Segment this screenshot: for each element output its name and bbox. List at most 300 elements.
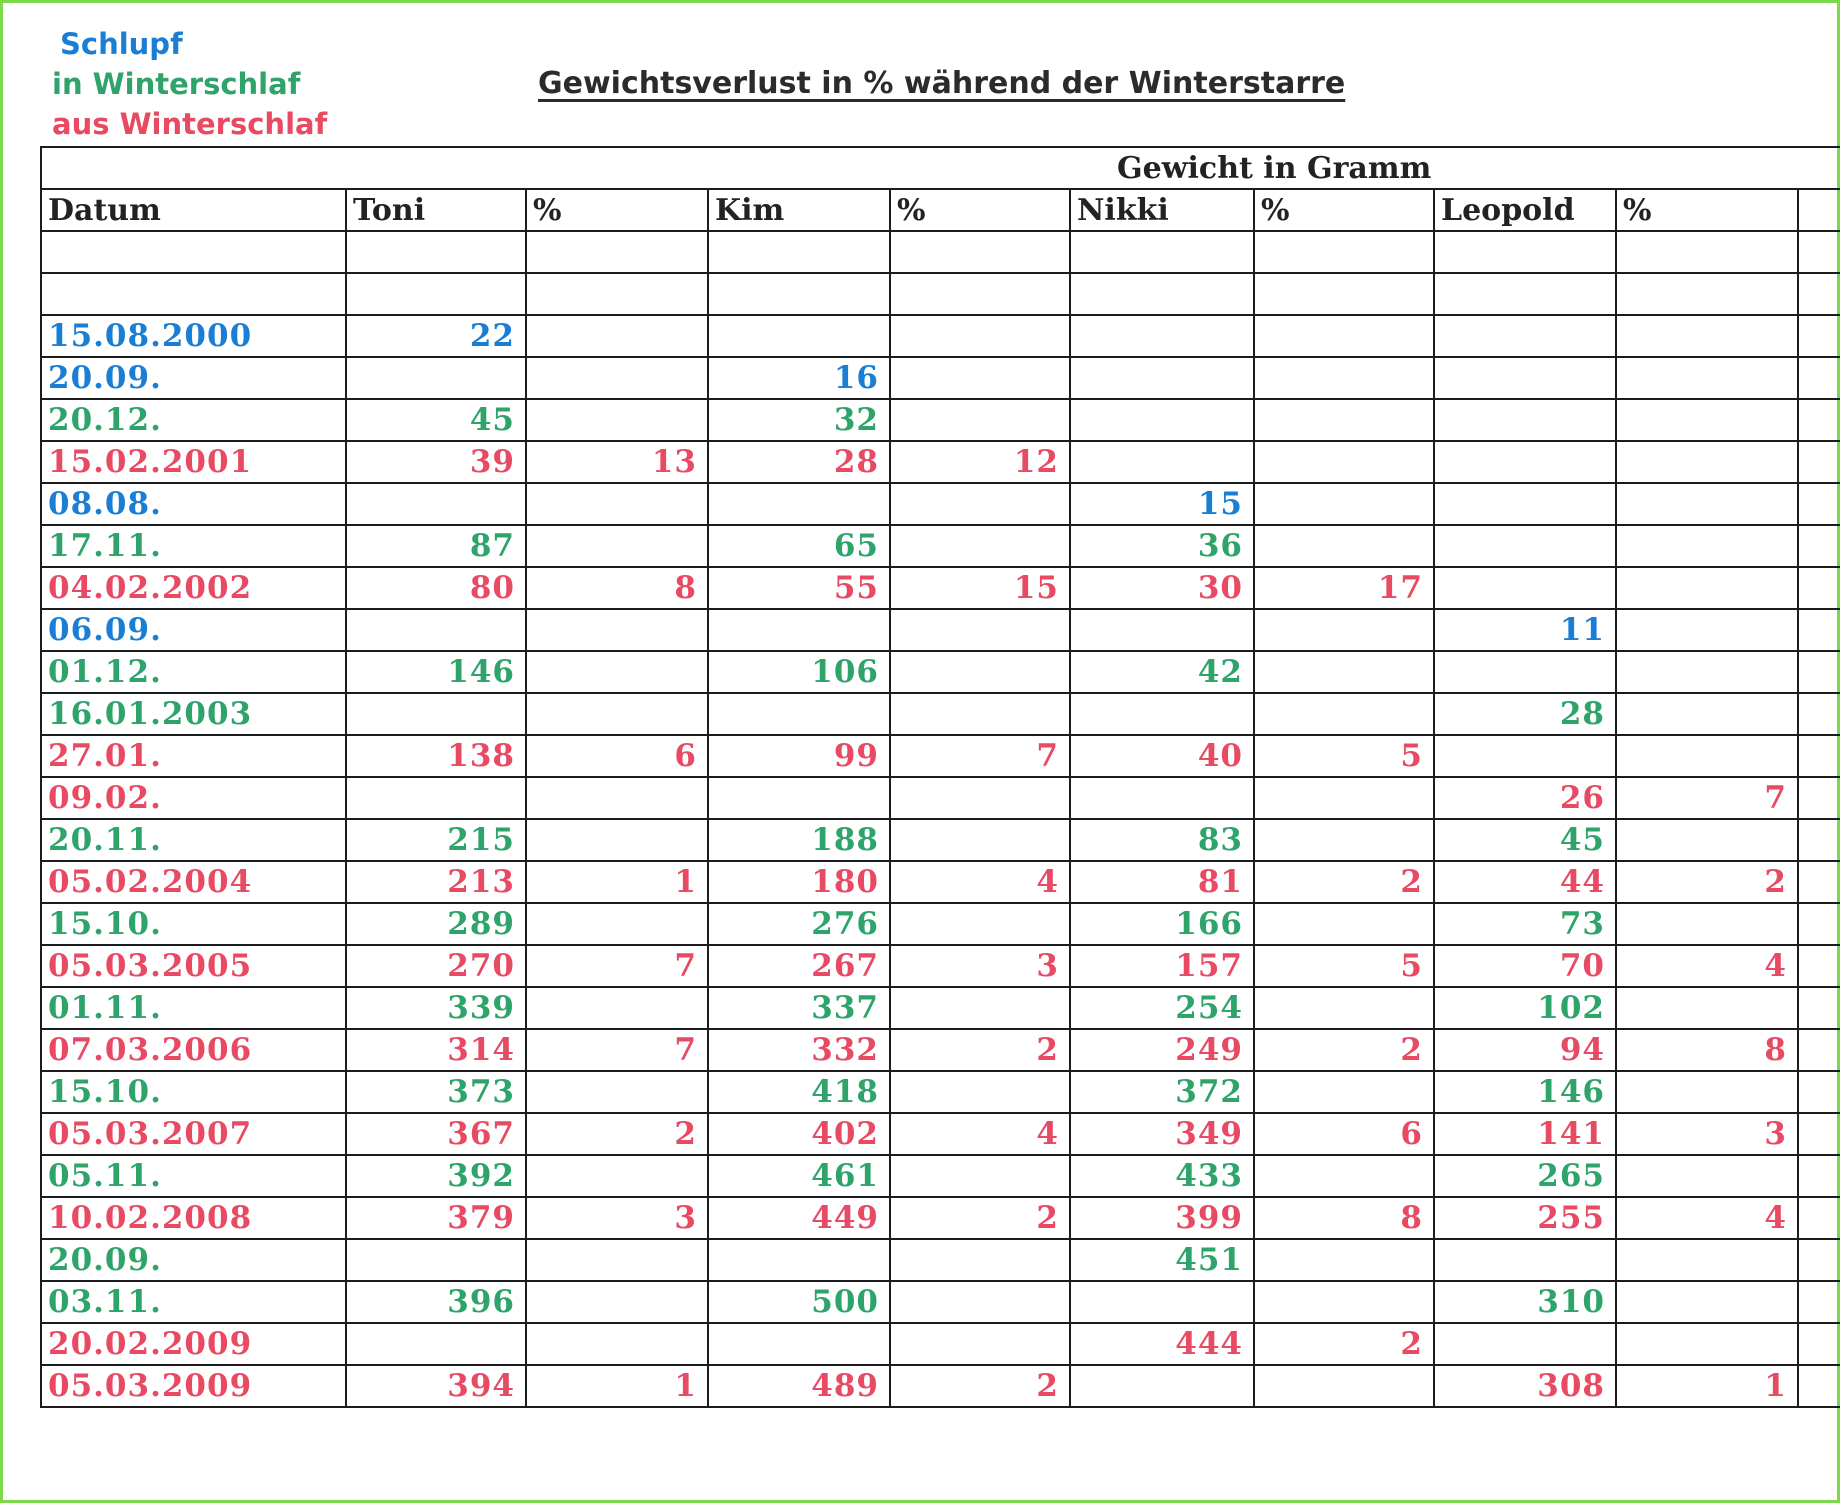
cell-leopold-pct <box>1616 1281 1798 1323</box>
cell-toni-pct <box>526 987 708 1029</box>
cell-date: 20.09. <box>41 357 346 399</box>
cell-kim: 99 <box>708 735 890 777</box>
cell-leopold-pct <box>1616 987 1798 1029</box>
cell-blank <box>1798 483 1840 525</box>
cell-nikki <box>1070 609 1254 651</box>
cell-kim-pct <box>890 525 1070 567</box>
cell-nikki-pct <box>1254 1155 1434 1197</box>
column-header-leopold-pct: % <box>1616 189 1798 231</box>
cell-toni-pct <box>526 1323 708 1365</box>
cell-nikki-pct: 2 <box>1254 1029 1434 1071</box>
cell-leopold-pct <box>1616 441 1798 483</box>
cell-toni: 396 <box>346 1281 526 1323</box>
cell-blank <box>1798 945 1840 987</box>
cell-blank <box>1798 357 1840 399</box>
cell-kim: 332 <box>708 1029 890 1071</box>
cell-nikki: 349 <box>1070 1113 1254 1155</box>
table-row <box>41 945 1840 987</box>
cell-nikki-pct: 2 <box>1254 1323 1434 1365</box>
legend-out-of-hibernation: aus Winterschlaf <box>52 107 328 141</box>
cell-nikki: 433 <box>1070 1155 1254 1197</box>
cell-leopold-pct: 4 <box>1616 945 1798 987</box>
cell-kim: 461 <box>708 1155 890 1197</box>
cell-blank <box>1798 735 1840 777</box>
cell-blank <box>1798 651 1840 693</box>
cell-toni-pct: 1 <box>526 1365 708 1407</box>
cell-leopold-pct <box>1616 315 1798 357</box>
cell-toni <box>346 777 526 819</box>
cell-kim: 500 <box>708 1281 890 1323</box>
cell-blank <box>1798 1281 1840 1323</box>
cell-toni: 339 <box>346 987 526 1029</box>
cell-kim-pct: 15 <box>890 567 1070 609</box>
cell-date: 04.02.2002 <box>41 567 346 609</box>
cell-toni: 394 <box>346 1365 526 1407</box>
cell-toni: 45 <box>346 399 526 441</box>
cell-leopold <box>1434 357 1616 399</box>
cell-leopold <box>1434 567 1616 609</box>
cell-nikki: 444 <box>1070 1323 1254 1365</box>
table-row <box>41 609 1840 651</box>
cell-leopold-pct: 4 <box>1616 1197 1798 1239</box>
cell-leopold-pct <box>1616 651 1798 693</box>
cell-leopold-pct <box>1616 1239 1798 1281</box>
cell-kim-pct <box>890 1323 1070 1365</box>
cell-nikki-pct: 6 <box>1254 1113 1434 1155</box>
column-header-date: Datum <box>41 189 346 231</box>
cell-nikki: 399 <box>1070 1197 1254 1239</box>
cell-kim: 489 <box>708 1365 890 1407</box>
cell-toni: 392 <box>346 1155 526 1197</box>
cell-nikki-pct <box>1254 399 1434 441</box>
cell-kim-pct <box>890 777 1070 819</box>
cell-toni: 289 <box>346 903 526 945</box>
cell-date: 16.01.2003 <box>41 693 346 735</box>
cell-leopold <box>1434 735 1616 777</box>
cell-toni: 87 <box>346 525 526 567</box>
cell-nikki-pct: 5 <box>1254 735 1434 777</box>
cell-kim <box>708 1323 890 1365</box>
cell-leopold <box>1434 441 1616 483</box>
cell-kim-pct: 7 <box>890 735 1070 777</box>
cell-toni-pct <box>526 651 708 693</box>
table-row <box>41 1113 1840 1155</box>
table-row <box>41 399 1840 441</box>
cell-nikki <box>1070 441 1254 483</box>
cell-nikki-pct <box>1254 651 1434 693</box>
cell-toni: 213 <box>346 861 526 903</box>
column-header-nikki-pct: % <box>1254 189 1434 231</box>
cell-leopold-pct <box>1616 567 1798 609</box>
cell-toni-pct <box>526 777 708 819</box>
cell-blank <box>1798 903 1840 945</box>
cell-toni-pct <box>526 525 708 567</box>
cell-toni-pct <box>526 1281 708 1323</box>
cell-date: 05.03.2009 <box>41 1365 346 1407</box>
cell-leopold-pct <box>1616 399 1798 441</box>
cell-nikki: 15 <box>1070 483 1254 525</box>
column-header-nikki: Nikki <box>1070 189 1254 231</box>
legend-in-hibernation: in Winterschlaf <box>52 67 301 101</box>
cell-nikki: 372 <box>1070 1071 1254 1113</box>
cell-nikki-pct <box>1254 441 1434 483</box>
cell-toni-pct <box>526 819 708 861</box>
cell-date: 27.01. <box>41 735 346 777</box>
cell-leopold <box>1434 1239 1616 1281</box>
cell-nikki: 254 <box>1070 987 1254 1029</box>
cell-nikki: 166 <box>1070 903 1254 945</box>
cell-nikki <box>1070 777 1254 819</box>
cell-kim: 32 <box>708 399 890 441</box>
cell-blank <box>1798 777 1840 819</box>
cell-blank <box>1798 315 1840 357</box>
cell-leopold: 255 <box>1434 1197 1616 1239</box>
cell-kim-pct <box>890 987 1070 1029</box>
cell-toni-pct: 3 <box>526 1197 708 1239</box>
cell-nikki <box>1070 399 1254 441</box>
cell-kim <box>708 777 890 819</box>
cell-toni: 39 <box>346 441 526 483</box>
cell-nikki: 157 <box>1070 945 1254 987</box>
cell-blank <box>1798 1071 1840 1113</box>
cell-toni: 138 <box>346 735 526 777</box>
cell-leopold-pct: 8 <box>1616 1029 1798 1071</box>
cell-leopold <box>1434 651 1616 693</box>
cell-date: 05.11. <box>41 1155 346 1197</box>
cell-kim-pct <box>890 651 1070 693</box>
column-header-toni-pct: % <box>526 189 708 231</box>
cell-leopold-pct: 1 <box>1616 1365 1798 1407</box>
cell-kim-pct <box>890 483 1070 525</box>
cell-nikki-pct <box>1254 777 1434 819</box>
cell-nikki: 81 <box>1070 861 1254 903</box>
cell-kim-pct <box>890 315 1070 357</box>
cell-kim-pct <box>890 609 1070 651</box>
cell-date: 07.03.2006 <box>41 1029 346 1071</box>
cell-toni-pct <box>526 483 708 525</box>
cell-blank <box>1798 441 1840 483</box>
cell-date: 10.02.2008 <box>41 1197 346 1239</box>
table-row <box>41 1155 1840 1197</box>
cell-date: 05.03.2005 <box>41 945 346 987</box>
legend-hatching: Schlupf <box>60 27 183 61</box>
cell-kim: 402 <box>708 1113 890 1155</box>
cell-date: 15.10. <box>41 903 346 945</box>
cell-toni <box>346 693 526 735</box>
cell-leopold <box>1434 483 1616 525</box>
cell-leopold: 310 <box>1434 1281 1616 1323</box>
cell-toni: 146 <box>346 651 526 693</box>
cell-leopold: 308 <box>1434 1365 1616 1407</box>
cell-toni <box>346 609 526 651</box>
cell-nikki <box>1070 693 1254 735</box>
cell-toni-pct <box>526 399 708 441</box>
cell-leopold-pct <box>1616 1155 1798 1197</box>
cell-toni-pct: 7 <box>526 945 708 987</box>
cell-nikki: 30 <box>1070 567 1254 609</box>
cell-kim: 418 <box>708 1071 890 1113</box>
cell-kim-pct <box>890 357 1070 399</box>
cell-blank <box>1798 861 1840 903</box>
cell-leopold-pct <box>1616 357 1798 399</box>
cell-kim-pct: 3 <box>890 945 1070 987</box>
cell-toni-pct <box>526 1155 708 1197</box>
table-empty-row <box>41 273 1840 315</box>
cell-blank <box>1798 1113 1840 1155</box>
cell-kim-pct <box>890 1071 1070 1113</box>
cell-toni: 215 <box>346 819 526 861</box>
table-row <box>41 1365 1840 1407</box>
cell-nikki: 83 <box>1070 819 1254 861</box>
cell-date: 15.02.2001 <box>41 441 346 483</box>
cell-toni: 367 <box>346 1113 526 1155</box>
cell-kim: 16 <box>708 357 890 399</box>
cell-kim: 65 <box>708 525 890 567</box>
cell-kim: 106 <box>708 651 890 693</box>
cell-leopold: 141 <box>1434 1113 1616 1155</box>
cell-kim: 188 <box>708 819 890 861</box>
weight-table <box>40 146 1840 1408</box>
table-row <box>41 903 1840 945</box>
column-header-leopold: Leopold <box>1434 189 1616 231</box>
cell-leopold: 94 <box>1434 1029 1616 1071</box>
column-header-kim-pct: % <box>890 189 1070 231</box>
cell-leopold: 73 <box>1434 903 1616 945</box>
table-row <box>41 441 1840 483</box>
cell-toni: 22 <box>346 315 526 357</box>
table-empty-row <box>41 231 1840 273</box>
cell-date: 05.03.2007 <box>41 1113 346 1155</box>
table-row <box>41 1281 1840 1323</box>
cell-toni <box>346 1323 526 1365</box>
cell-kim-pct <box>890 693 1070 735</box>
cell-kim-pct <box>890 399 1070 441</box>
cell-toni-pct: 6 <box>526 735 708 777</box>
cell-kim <box>708 693 890 735</box>
cell-date: 15.10. <box>41 1071 346 1113</box>
cell-nikki-pct: 17 <box>1254 567 1434 609</box>
cell-date: 15.08.2000 <box>41 315 346 357</box>
cell-nikki-pct <box>1254 1071 1434 1113</box>
cell-toni <box>346 483 526 525</box>
cell-toni: 314 <box>346 1029 526 1071</box>
cell-toni-pct <box>526 693 708 735</box>
cell-nikki-pct <box>1254 357 1434 399</box>
cell-nikki-pct <box>1254 1365 1434 1407</box>
table-row <box>41 1323 1840 1365</box>
cell-toni-pct <box>526 1071 708 1113</box>
color-legend <box>52 24 327 144</box>
cell-blank <box>1798 1197 1840 1239</box>
cell-toni-pct: 13 <box>526 441 708 483</box>
cell-blank <box>1798 525 1840 567</box>
table-super-header-row <box>41 147 1840 189</box>
cell-blank <box>1798 1239 1840 1281</box>
cell-kim: 337 <box>708 987 890 1029</box>
cell-toni: 379 <box>346 1197 526 1239</box>
cell-kim <box>708 1239 890 1281</box>
cell-blank <box>1798 987 1840 1029</box>
cell-kim: 267 <box>708 945 890 987</box>
cell-nikki-pct <box>1254 609 1434 651</box>
cell-toni <box>346 357 526 399</box>
cell-date: 17.11. <box>41 525 346 567</box>
cell-blank <box>1798 609 1840 651</box>
table-row <box>41 525 1840 567</box>
cell-date: 05.02.2004 <box>41 861 346 903</box>
cell-nikki-pct <box>1254 483 1434 525</box>
cell-blank <box>1798 693 1840 735</box>
cell-kim: 276 <box>708 903 890 945</box>
cell-nikki-pct: 2 <box>1254 861 1434 903</box>
cell-nikki-pct <box>1254 819 1434 861</box>
cell-leopold-pct: 7 <box>1616 777 1798 819</box>
table-header-row <box>41 189 1840 231</box>
cell-kim-pct <box>890 1239 1070 1281</box>
cell-leopold-pct: 3 <box>1616 1113 1798 1155</box>
cell-nikki: 249 <box>1070 1029 1254 1071</box>
cell-kim <box>708 483 890 525</box>
table-row <box>41 861 1840 903</box>
cell-kim-pct <box>890 1155 1070 1197</box>
cell-kim <box>708 315 890 357</box>
cell-toni-pct: 8 <box>526 567 708 609</box>
cell-date: 20.09. <box>41 1239 346 1281</box>
cell-toni-pct <box>526 315 708 357</box>
table-row <box>41 819 1840 861</box>
cell-toni-pct <box>526 1239 708 1281</box>
cell-toni-pct <box>526 903 708 945</box>
table-row <box>41 1029 1840 1071</box>
cell-leopold: 102 <box>1434 987 1616 1029</box>
table-row <box>41 987 1840 1029</box>
cell-kim-pct: 2 <box>890 1365 1070 1407</box>
cell-leopold-pct: 2 <box>1616 861 1798 903</box>
cell-nikki-pct <box>1254 525 1434 567</box>
cell-kim: 28 <box>708 441 890 483</box>
cell-leopold: 44 <box>1434 861 1616 903</box>
cell-date: 08.08. <box>41 483 346 525</box>
cell-date: 20.02.2009 <box>41 1323 346 1365</box>
cell-leopold <box>1434 525 1616 567</box>
cell-nikki <box>1070 315 1254 357</box>
cell-nikki: 42 <box>1070 651 1254 693</box>
cell-date: 06.09. <box>41 609 346 651</box>
cell-nikki-pct <box>1254 1239 1434 1281</box>
cell-toni-pct <box>526 609 708 651</box>
cell-nikki-pct <box>1254 315 1434 357</box>
cell-toni-pct: 1 <box>526 861 708 903</box>
cell-kim: 55 <box>708 567 890 609</box>
cell-leopold-pct <box>1616 525 1798 567</box>
cell-nikki: 36 <box>1070 525 1254 567</box>
cell-nikki-pct <box>1254 1281 1434 1323</box>
cell-leopold-pct <box>1616 609 1798 651</box>
cell-nikki: 40 <box>1070 735 1254 777</box>
cell-kim-pct: 4 <box>890 861 1070 903</box>
cell-leopold <box>1434 315 1616 357</box>
cell-kim <box>708 609 890 651</box>
table-row <box>41 357 1840 399</box>
table-row <box>41 567 1840 609</box>
table-body <box>41 315 1840 1407</box>
cell-leopold: 70 <box>1434 945 1616 987</box>
cell-date: 20.12. <box>41 399 346 441</box>
cell-blank <box>1798 1155 1840 1197</box>
table-row <box>41 1239 1840 1281</box>
cell-toni <box>346 1239 526 1281</box>
cell-date: 01.11. <box>41 987 346 1029</box>
cell-nikki: 451 <box>1070 1239 1254 1281</box>
cell-kim-pct <box>890 903 1070 945</box>
cell-toni: 373 <box>346 1071 526 1113</box>
cell-leopold: 26 <box>1434 777 1616 819</box>
column-header-toni: Toni <box>346 189 526 231</box>
cell-toni-pct <box>526 357 708 399</box>
cell-toni-pct: 7 <box>526 1029 708 1071</box>
cell-leopold: 265 <box>1434 1155 1616 1197</box>
table-row <box>41 693 1840 735</box>
cell-blank <box>1798 1365 1840 1407</box>
table-row <box>41 651 1840 693</box>
cell-date: 09.02. <box>41 777 346 819</box>
table-row <box>41 777 1840 819</box>
cell-kim-pct: 2 <box>890 1197 1070 1239</box>
cell-leopold <box>1434 1323 1616 1365</box>
table-row <box>41 1071 1840 1113</box>
column-header-blank <box>1798 189 1840 231</box>
table-row <box>41 1197 1840 1239</box>
cell-leopold-pct <box>1616 903 1798 945</box>
cell-nikki-pct: 8 <box>1254 1197 1434 1239</box>
cell-nikki <box>1070 357 1254 399</box>
cell-kim-pct: 2 <box>890 1029 1070 1071</box>
cell-kim: 180 <box>708 861 890 903</box>
cell-leopold-pct <box>1616 483 1798 525</box>
cell-nikki <box>1070 1281 1254 1323</box>
cell-nikki-pct <box>1254 987 1434 1029</box>
cell-kim-pct: 4 <box>890 1113 1070 1155</box>
cell-toni: 80 <box>346 567 526 609</box>
cell-blank <box>1798 1029 1840 1071</box>
cell-date: 20.11. <box>41 819 346 861</box>
page-title: Gewichtsverlust in % während der Winterstarre <box>538 66 1346 101</box>
cell-leopold-pct <box>1616 1323 1798 1365</box>
cell-kim-pct: 12 <box>890 441 1070 483</box>
table-row <box>41 315 1840 357</box>
weight-in-grams-header: Gewicht in Gramm <box>41 147 1840 189</box>
cell-blank <box>1798 819 1840 861</box>
cell-blank <box>1798 399 1840 441</box>
cell-nikki-pct <box>1254 693 1434 735</box>
cell-leopold: 28 <box>1434 693 1616 735</box>
cell-nikki <box>1070 1365 1254 1407</box>
cell-kim-pct <box>890 1281 1070 1323</box>
cell-nikki-pct <box>1254 903 1434 945</box>
cell-kim-pct <box>890 819 1070 861</box>
cell-leopold: 11 <box>1434 609 1616 651</box>
cell-leopold-pct <box>1616 1071 1798 1113</box>
cell-kim: 449 <box>708 1197 890 1239</box>
cell-leopold <box>1434 399 1616 441</box>
column-header-kim: Kim <box>708 189 890 231</box>
cell-toni: 270 <box>346 945 526 987</box>
cell-toni-pct: 2 <box>526 1113 708 1155</box>
cell-nikki-pct: 5 <box>1254 945 1434 987</box>
cell-leopold-pct <box>1616 819 1798 861</box>
cell-leopold: 146 <box>1434 1071 1616 1113</box>
cell-blank <box>1798 1323 1840 1365</box>
